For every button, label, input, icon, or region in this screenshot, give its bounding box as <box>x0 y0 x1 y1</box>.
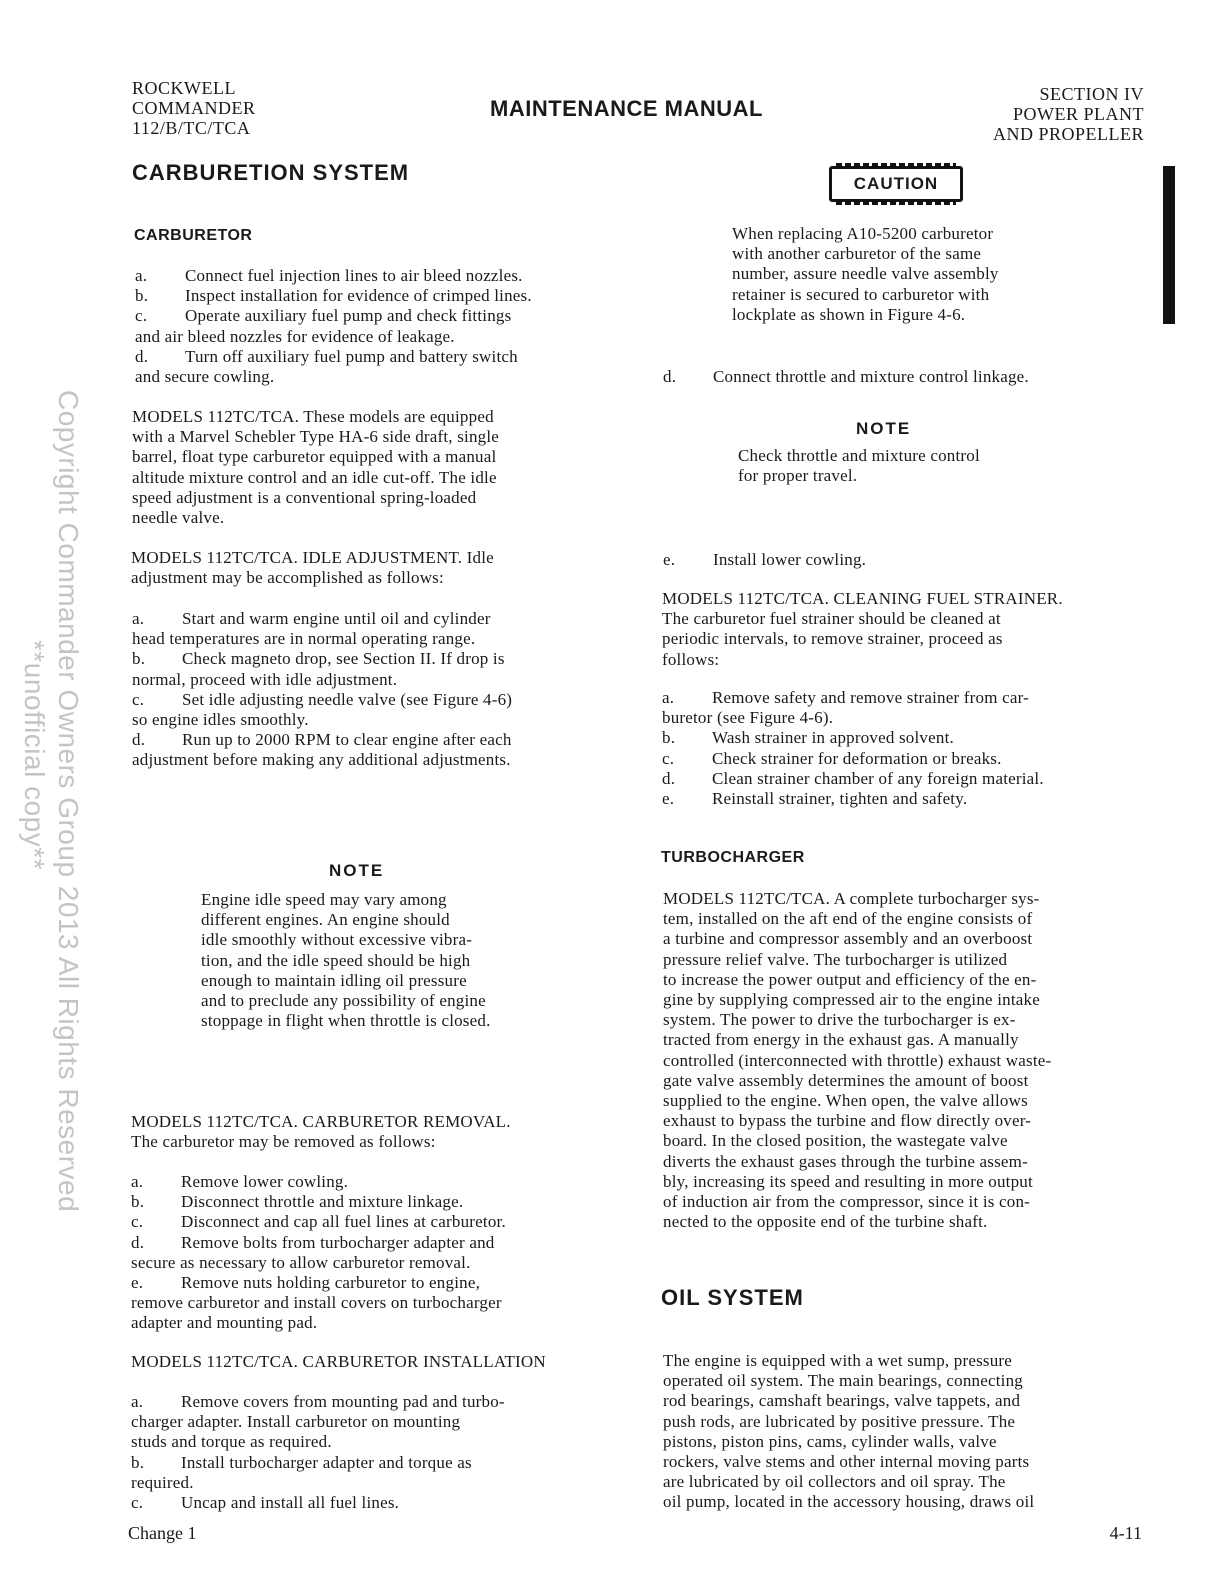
step-text: and air bleed nozzles for evidence of leakage. <box>135 326 455 346</box>
oil-system-text <box>663 1351 1034 1513</box>
list-item <box>132 670 512 690</box>
idle-adjustment-steps <box>132 609 512 771</box>
models-description <box>132 407 499 528</box>
carburetor-removal-intro <box>131 1112 511 1152</box>
step-text: Install turbocharger adapter and torque as <box>181 1452 472 1472</box>
oil-system-title: OIL SYSTEM <box>661 1285 804 1310</box>
list-item <box>132 649 512 669</box>
list-item <box>662 708 1044 728</box>
step-text: buretor (see Figure 4-6). <box>662 708 834 728</box>
caution-text <box>732 224 999 325</box>
list-item <box>131 1253 506 1273</box>
step-text: Turn off auxiliary fuel pump and battery switch <box>185 346 518 366</box>
carburetor-installation-steps <box>131 1392 505 1513</box>
text-line: tion, and the idle speed should be high <box>201 950 471 970</box>
step-text: Remove bolts from turbocharger adapter and <box>181 1232 495 1252</box>
step-text: Clean strainer chamber of any foreign material. <box>712 768 1044 788</box>
text-line: stoppage in flight when throttle is closed. <box>201 1011 491 1031</box>
text-line: retainer is secured to carburetor with <box>732 284 990 304</box>
text-line: needle valve. <box>132 508 225 528</box>
page-number: 4-11 <box>1109 1523 1142 1543</box>
text-line: Engine idle speed may vary among <box>201 890 447 909</box>
step-text: adapter and mounting pad. <box>131 1313 318 1333</box>
copyright-watermark <box>18 390 128 1213</box>
step-text: so engine idles smoothly. <box>132 710 309 730</box>
header-right-line: AND PROPELLER <box>992 124 1144 144</box>
list-item <box>132 750 512 770</box>
text-line: system. The power to drive the turbocharger is ex- <box>663 1010 1016 1030</box>
step-text: remove carburetor and install covers on turbocharger <box>131 1293 502 1313</box>
text-line: rockers, valve stems and other internal moving parts <box>663 1452 1030 1472</box>
text-line: MODELS 112TC/TCA. CLEANING FUEL STRAINER. <box>662 589 1063 608</box>
step-label: d. <box>135 346 149 366</box>
step-label: b. <box>131 1192 145 1212</box>
step-label: c. <box>662 748 675 768</box>
note-engine-idle <box>201 890 491 1031</box>
step-install-cowling <box>663 550 866 570</box>
text-line: follows: <box>662 649 720 669</box>
text-line: are lubricated by oil collectors and oil spray. The <box>663 1472 1006 1492</box>
list-item <box>131 1192 506 1212</box>
text-line: adjustment may be accomplished as follows: <box>131 568 444 588</box>
caution-box <box>829 166 963 202</box>
text-line: gine by supplying compressed air to the engine intake <box>663 990 1040 1010</box>
revision-change-bar <box>1163 166 1175 324</box>
step-text: Install lower cowling. <box>713 550 867 569</box>
fuel-strainer-steps <box>662 688 1044 809</box>
note-heading: NOTE <box>329 861 385 880</box>
text-line: rod bearings, camshaft bearings, valve tappets, and <box>663 1391 1021 1411</box>
step-text: Set idle adjusting needle valve (see Figure 4-6) <box>182 689 513 709</box>
list-item <box>132 690 512 710</box>
text-line: tem, installed on the aft end of the engine consists of <box>663 909 1033 929</box>
list-item <box>131 1493 505 1513</box>
list-item <box>131 1473 505 1493</box>
text-line: a turbine and compressor assembly and an overboost <box>663 929 1033 949</box>
text-line: bly, increasing its speed and resulting in more output <box>663 1171 1033 1191</box>
step-label: d. <box>131 1232 145 1252</box>
text-line: nected to the opposite end of the turbine shaft. <box>663 1212 988 1232</box>
step-text: head temperatures are in normal operating range. <box>132 629 476 649</box>
step-connect-linkage <box>663 367 1029 387</box>
step-text: Reinstall strainer, tighten and safety. <box>712 789 968 809</box>
text-line: pressure relief valve. The turbocharger is utilized <box>663 949 1008 969</box>
step-label: a. <box>131 1172 144 1191</box>
text-line: When replacing A10-5200 carburetor <box>732 224 994 243</box>
text-line: pistons, piston pins, cams, cylinder walls, valve <box>663 1431 997 1451</box>
list-item <box>135 347 532 367</box>
list-item <box>662 688 1044 708</box>
header-left <box>132 78 256 138</box>
step-label: d. <box>662 768 676 788</box>
text-line: tracted from energy in the exhaust gas. A manually <box>663 1030 1019 1050</box>
text-line: periodic intervals, to remove strainer, proceed as <box>662 629 1003 649</box>
step-text: charger adapter. Install carburetor on mounting <box>131 1412 461 1432</box>
step-text: studs and torque as required. <box>131 1432 332 1452</box>
text-line: oil pump, located in the accessory housing, draws oil <box>663 1492 1035 1512</box>
step-label: e. <box>663 550 676 569</box>
list-item <box>132 730 512 750</box>
text-line: The carburetor fuel strainer should be cleaned at <box>662 609 1001 629</box>
text-line: exhaust to bypass the turbine and flow directly over- <box>663 1111 1032 1131</box>
step-text: Remove covers from mounting pad and turbo- <box>181 1392 505 1411</box>
header-right <box>993 84 1144 144</box>
step-label: d. <box>663 367 677 386</box>
text-line: The engine is equipped with a wet sump, pressure <box>663 1351 1013 1370</box>
text-line: push rods, are lubricated by positive pressure. The <box>663 1411 1016 1431</box>
step-text: Check magneto drop, see Section II. If drop is <box>182 649 505 669</box>
header-right-line: POWER PLANT <box>1013 104 1144 124</box>
list-item <box>132 710 512 730</box>
list-item <box>135 327 532 347</box>
step-label: c. <box>131 1212 144 1232</box>
list-item <box>132 629 512 649</box>
text-line: board. In the closed position, the wastegate valve <box>663 1131 1008 1151</box>
step-text: Disconnect and cap all fuel lines at carburetor. <box>181 1212 506 1232</box>
step-text: Wash strainer in approved solvent. <box>712 728 954 748</box>
step-text: required. <box>131 1472 194 1492</box>
step-text: adjustment before making any additional adjustments. <box>132 750 511 770</box>
step-text: Inspect installation for evidence of crimped lines. <box>185 286 532 306</box>
step-text: Run up to 2000 RPM to clear engine after each <box>182 730 512 750</box>
step-label: c. <box>132 689 145 709</box>
list-item <box>131 1432 505 1452</box>
text-line: MODELS 112TC/TCA. These models are equipped <box>132 407 494 426</box>
step-label: c. <box>131 1493 144 1513</box>
header-right-line: SECTION IV <box>1039 84 1144 104</box>
step-text: Remove safety and remove strainer from car- <box>712 688 1029 707</box>
list-item <box>135 306 532 326</box>
text-line: for proper travel. <box>738 466 858 486</box>
text-line: idle smoothly without excessive vibra- <box>201 930 473 950</box>
text-line: with another carburetor of the same <box>732 244 982 264</box>
text-line: with a Marvel Schebler Type HA-6 side draft, single <box>132 427 500 447</box>
list-item <box>132 609 512 629</box>
step-text: Operate auxiliary fuel pump and check fittings <box>185 306 512 326</box>
text-line: enough to maintain idling oil pressure <box>201 970 467 990</box>
step-label: a. <box>131 1392 144 1411</box>
list-item <box>131 1233 506 1253</box>
caution-label: CAUTION <box>853 174 939 193</box>
text-line: Check throttle and mixture control <box>738 446 980 465</box>
carburetion-system-title: CARBURETION SYSTEM <box>132 160 410 185</box>
text-line: MODELS 112TC/TCA. A complete turbocharger sys- <box>663 889 1040 908</box>
step-label: a. <box>135 266 148 285</box>
turbocharger-heading: TURBOCHARGER <box>661 849 805 866</box>
list-item <box>135 286 532 306</box>
step-label: b. <box>662 728 676 748</box>
note-throttle-check <box>738 446 980 486</box>
list-item <box>131 1293 506 1313</box>
list-item <box>662 728 1044 748</box>
step-label: b. <box>135 286 149 306</box>
list-item <box>135 266 532 286</box>
text-line: and to preclude any possibility of engine <box>201 991 486 1011</box>
carburetor-removal-steps <box>131 1172 506 1334</box>
watermark-line-1: Copyright Commander Owners Group 2013 All Rights Reserved <box>53 390 84 1213</box>
header-left-line: COMMANDER <box>132 98 256 118</box>
manual-title: MAINTENANCE MANUAL <box>490 96 763 121</box>
text-line: lockplate as shown in Figure 4-6. <box>732 304 966 324</box>
step-text: Uncap and install all fuel lines. <box>181 1493 400 1513</box>
note-heading: NOTE <box>856 419 912 438</box>
fuel-strainer-intro <box>662 589 1063 670</box>
text-line: number, assure needle valve assembly <box>732 264 999 284</box>
list-item <box>662 789 1044 809</box>
list-item <box>131 1273 506 1293</box>
turbocharger-text <box>663 889 1051 1232</box>
text-line: of induction air from the compressor, since it is con- <box>663 1192 1031 1212</box>
text-line: different engines. An engine should <box>201 910 450 930</box>
text-line: altitude mixture control and an idle cut-off. The idle <box>132 467 497 487</box>
step-text: normal, proceed with idle adjustment. <box>132 669 398 689</box>
carburetor-installation-heading: MODELS 112TC/TCA. CARBURETOR INSTALLATION <box>131 1352 546 1371</box>
list-item <box>131 1172 506 1192</box>
idle-adjustment-intro <box>131 548 494 588</box>
list-item <box>131 1453 505 1473</box>
step-text: secure as necessary to allow carburetor removal. <box>131 1252 471 1272</box>
text-line: operated oil system. The main bearings, connecting <box>663 1371 1023 1391</box>
text-line: MODELS 112TC/TCA. IDLE ADJUSTMENT. Idle <box>131 548 494 567</box>
list-item <box>131 1392 505 1412</box>
step-text: Remove lower cowling. <box>181 1172 349 1191</box>
text-line: MODELS 112TC/TCA. CARBURETOR REMOVAL. <box>131 1112 511 1131</box>
change-number: Change 1 <box>128 1523 197 1543</box>
step-label: d. <box>132 730 146 750</box>
step-text: Disconnect throttle and mixture linkage. <box>181 1192 464 1212</box>
watermark-line-2: **unofficial copy** <box>19 640 50 871</box>
step-text: Check strainer for deformation or breaks. <box>712 748 1002 768</box>
step-label: e. <box>662 789 675 809</box>
text-line: controlled (interconnected with throttle) exhaust waste- <box>663 1050 1052 1070</box>
list-item <box>131 1412 505 1432</box>
list-item <box>131 1212 506 1232</box>
text-line: supplied to the engine. When open, the valve allows <box>663 1091 1028 1111</box>
step-text: Start and warm engine until oil and cylinder <box>182 609 491 628</box>
carburetor-steps <box>135 266 532 387</box>
step-text: and secure cowling. <box>135 367 275 387</box>
text-line: speed adjustment is a conventional spring-loaded <box>132 487 477 507</box>
list-item <box>135 367 532 387</box>
step-label: c. <box>135 306 148 326</box>
list-item <box>662 749 1044 769</box>
step-label: e. <box>131 1273 144 1293</box>
step-label: a. <box>132 609 145 628</box>
text-line: diverts the exhaust gases through the turbine assem- <box>663 1151 1028 1171</box>
step-label: a. <box>662 688 675 707</box>
step-label: b. <box>131 1452 145 1472</box>
header-left-line: 112/B/TC/TCA <box>132 118 251 138</box>
text-line: gate valve assembly determines the amount of boost <box>663 1070 1029 1090</box>
step-label: b. <box>132 649 146 669</box>
step-text: Connect throttle and mixture control linkage. <box>713 367 1029 386</box>
carburetor-heading: CARBURETOR <box>134 227 253 244</box>
text-line: The carburetor may be removed as follows: <box>131 1132 436 1152</box>
text-line: to increase the power output and efficiency of the en- <box>663 969 1037 989</box>
step-text: Connect fuel injection lines to air bleed nozzles. <box>185 266 523 285</box>
list-item <box>662 769 1044 789</box>
step-text: Remove nuts holding carburetor to engine, <box>181 1273 481 1293</box>
header-left-line: ROCKWELL <box>132 78 236 98</box>
text-line: barrel, float type carburetor equipped with a manual <box>132 447 497 467</box>
list-item <box>131 1313 506 1333</box>
